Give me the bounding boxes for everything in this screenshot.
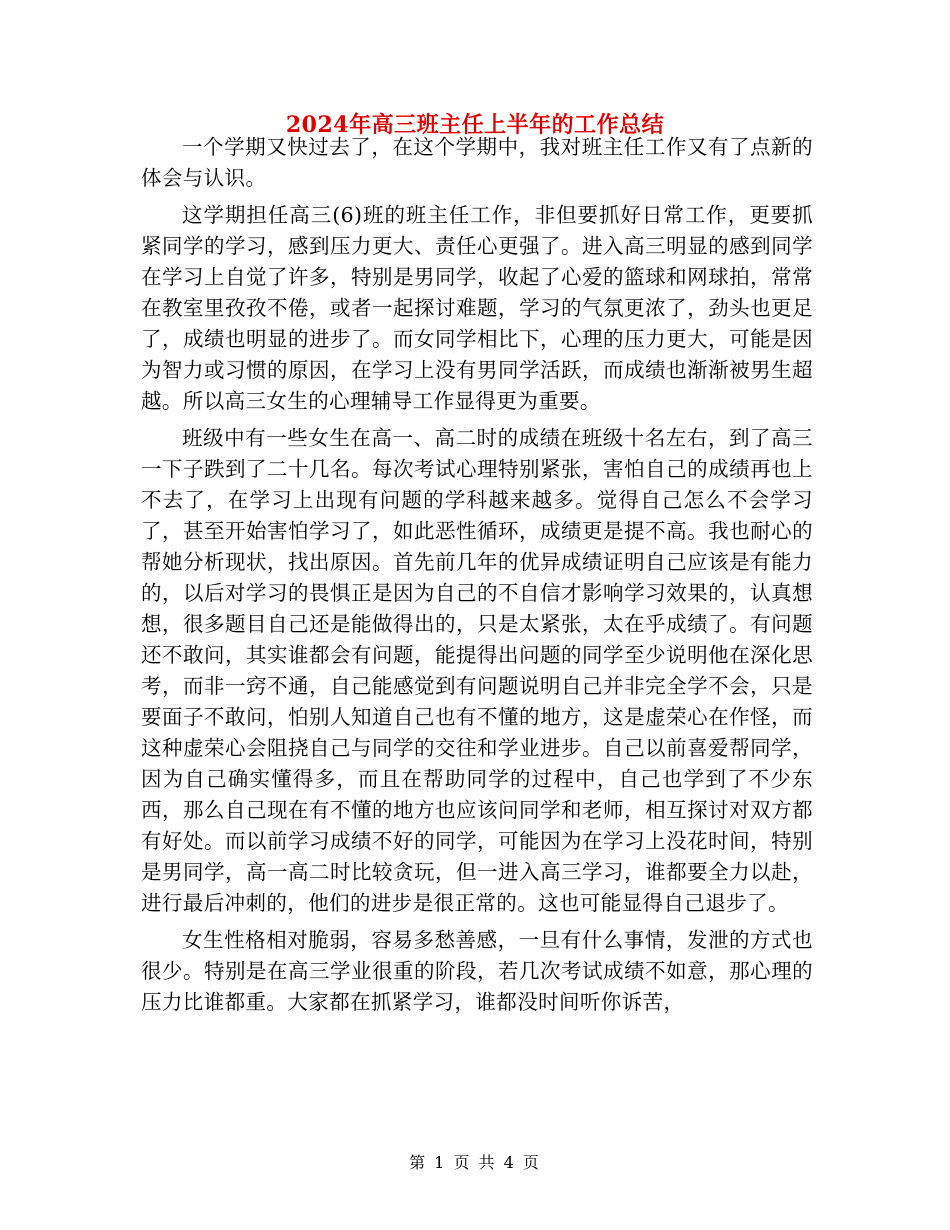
document-body [141, 132, 813, 1018]
paragraph-4: 女生性格相对脆弱，容易多愁善感，一旦有什么事情，发泄的方式也很少。特别是在高三学业很重的阶段，若几次考试成绩不如意，那心理的压力比谁都重。大家都在抓紧学习，谁都没时间听你诉苦， [141, 928, 813, 1014]
paragraph-2: 这学期担任高三(6)班的班主任工作，非但要抓好日常工作，更要抓紧同学的学习，感到压力更大、责任心更强了。进入高三明显的感到同学在学习上自觉了许多，特别是男同学，收起了心爱的篮球和网球拍，常常在教室里孜孜不倦，或者一起探讨难题，学习的气氛更浓了，劲头也更足了，成绩也明显的进步了。而女同学相比下，心理的压力更大，可能是因为智力或习惯的原因，在学习上没有男同学活跃，而成绩也渐渐被男生超越。所以高三女生的心理辅导工作显得更为重要。 [141, 203, 813, 413]
document-title: 2024年高三班主任上半年的工作总结 [285, 112, 665, 138]
paragraph-1: 一个学期又快过去了，在这个学期中，我对班主任工作又有了点新的体会与认识。 [141, 135, 813, 190]
page-number-footer: 第 1 页 共 4 页 [409, 1153, 541, 1172]
paragraph-3: 班级中有一些女生在高一、高二时的成绩在班级十名左右，到了高三一下子跌到了二十几名。每次考试心理特别紧张，害怕自己的成绩再也上不去了，在学习上出现有问题的学科越来越多。觉得自己怎么不会学习了，甚至开始害怕学习了，如此恶性循环，成绩更是提不高。我也耐心的帮她分析现状，找出原因。首先前几年的优异成绩证明自己应该是有能力的，以后对学习的畏惧正是因为自己的不自信才影响学习效果的，认真想想，很多题目自己还是能做得出的，只是太紧张，太在乎成绩了。有问题还不敢问，其实谁都会有问题，能提得出问题的同学至少说明他在深化思考，而非一窍不通，自己能感觉到有问题说明自己并非完全学不会，只是要面子不敢问，怕别人知道自己也有不懂的地方，这是虚荣心在作怪，而这种虚荣心会阻挠自己与同学的交往和学业进步。自己以前喜爱帮同学，因为自己确实懂得多，而且在帮助同学的过程中，自己也学到了不少东西，那么自己现在有不懂的地方也应该问同学和老师，相互探讨对双方都有好处。而以前学习成绩不好的同学，可能因为在学习上没花时间，特别是男同学，高一高二时比较贪玩，但一进入高三学习，谁都要全力以赴，进行最后冲刺的，他们的进步是很正常的。这也可能显得自己退步了。 [141, 426, 813, 915]
